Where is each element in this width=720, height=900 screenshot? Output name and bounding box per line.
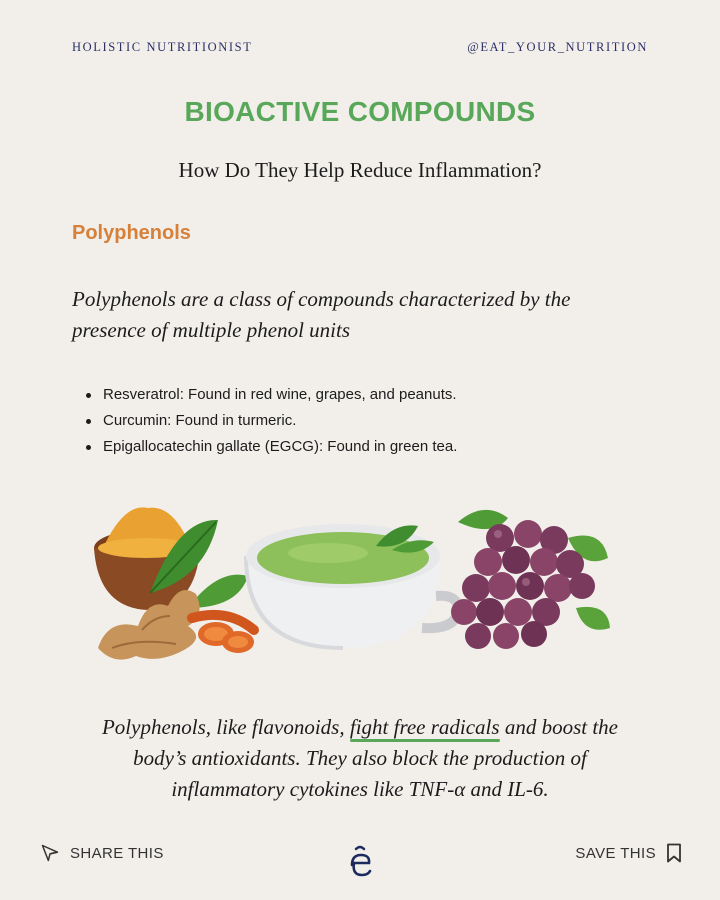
bullet-icon (86, 445, 91, 450)
closing-post: and boost the (499, 715, 618, 739)
page-subtitle: How Do They Help Reduce Inflammation? (178, 158, 542, 182)
bullet-icon (86, 419, 91, 424)
list-item (86, 384, 457, 410)
closing-line-1 (60, 712, 660, 743)
closing-line-2: body’s antioxidants. They also block the production of (133, 746, 587, 770)
food-illustration (88, 498, 628, 673)
highlight-underline (350, 739, 500, 742)
closing-statement (60, 712, 660, 805)
brand-tagline: HOLISTIC NUTRITIONIST (72, 40, 253, 54)
save-label: SAVE THIS (575, 844, 656, 862)
definition-line-2: presence of multiple phenol units (72, 318, 351, 342)
highlight-text: fight free radicals (349, 715, 500, 739)
closing-pre: Polyphenols, like flavonoids, (101, 715, 350, 739)
page-title: BIOACTIVE COMPOUNDS (184, 96, 536, 127)
highlight-phrase (350, 712, 500, 743)
brand-logo (348, 845, 374, 879)
definition-text (72, 284, 632, 346)
send-icon (40, 843, 60, 863)
definition-line-1: Polyphenols are a class of compounds characterized by the (72, 287, 571, 311)
red-grapes-image (451, 510, 610, 649)
share-label: SHARE THIS (70, 844, 164, 862)
closing-line-3: inflammatory cytokines like TNF-α and IL-6. (171, 777, 549, 801)
list-item-text: Resveratrol: Found in red wine, grapes, and peanuts. (103, 386, 457, 403)
section-heading: Polyphenols (72, 222, 191, 244)
instagram-handle[interactable]: @EAT_YOUR_NUTRITION (467, 40, 648, 54)
green-tea-cup-image (246, 524, 458, 648)
list-item-text: Curcumin: Found in turmeric. (103, 412, 297, 429)
bullet-icon (86, 393, 91, 398)
save-button[interactable] (575, 843, 682, 863)
share-button[interactable] (40, 843, 164, 863)
list-item (86, 436, 457, 462)
list-item-text: Epigallocatechin gallate (EGCG): Found in green tea. (103, 438, 458, 455)
bookmark-icon (666, 843, 682, 863)
list-item (86, 410, 457, 436)
compound-list (86, 384, 457, 462)
turmeric-slices-image (192, 615, 254, 653)
